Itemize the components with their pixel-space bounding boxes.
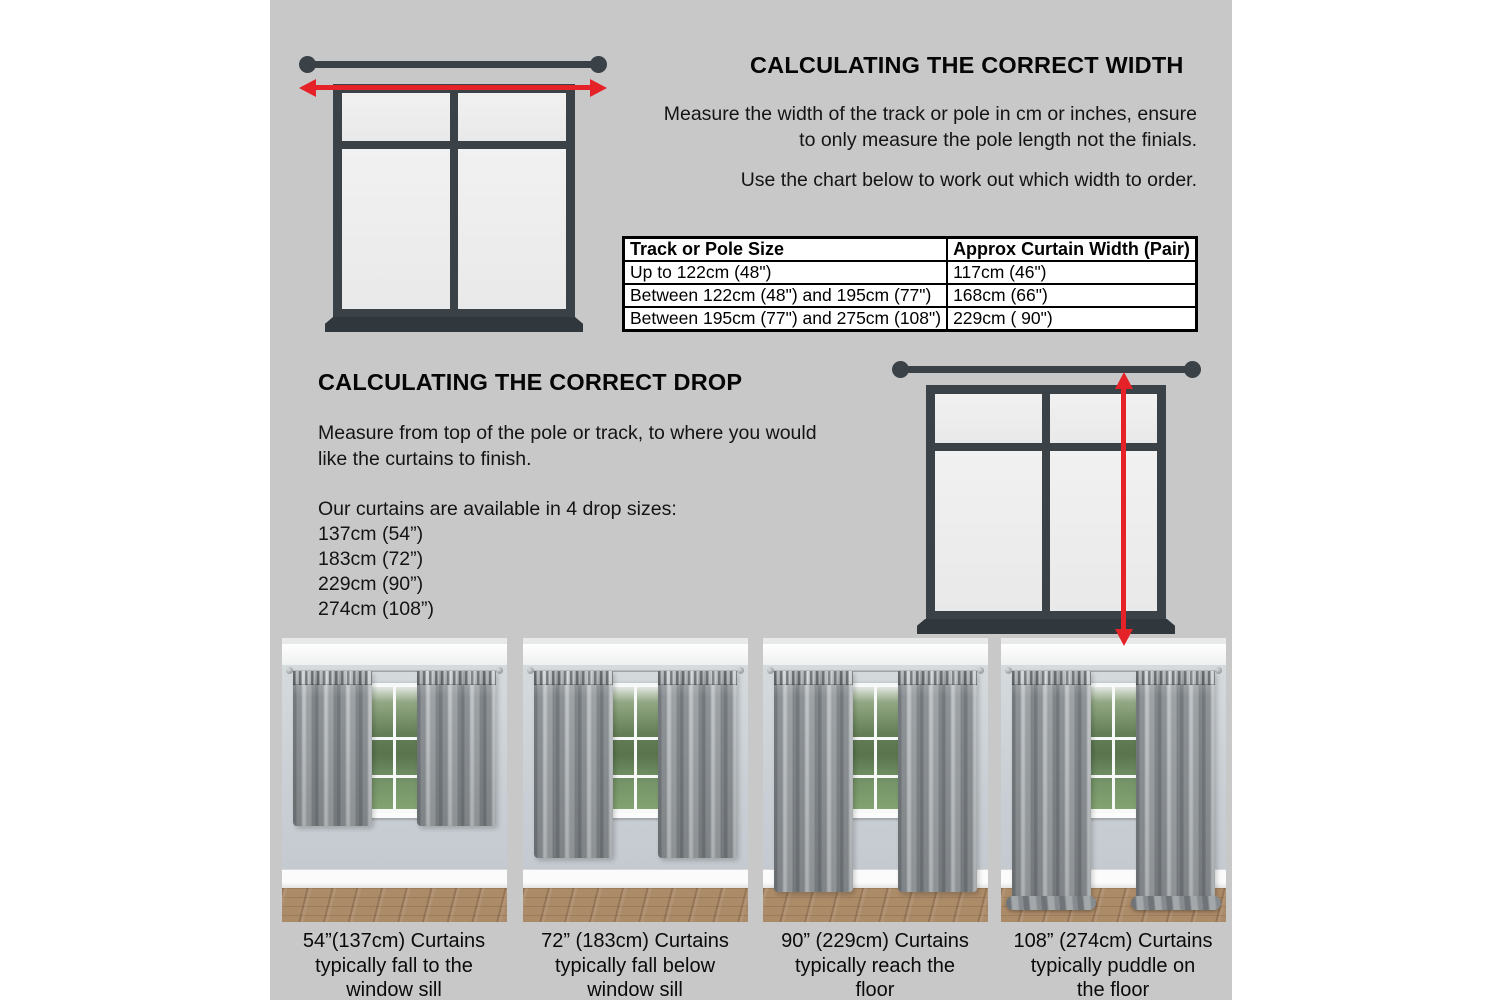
window-pane — [458, 149, 566, 309]
photo-wood-floor — [763, 888, 988, 922]
caption-line: 54”(137cm) Curtains — [302, 930, 486, 952]
caption-line: the floor — [1076, 979, 1150, 1000]
size-chart-cell: 168cm (66") — [947, 284, 1196, 307]
photo-crown-molding — [523, 644, 748, 665]
pole-finial-icon — [1184, 361, 1201, 378]
photo-crown-molding — [763, 644, 988, 665]
paragraph-line: like the curtains to finish. — [318, 447, 532, 470]
arrow-bottom-head — [1115, 629, 1133, 646]
size-chart-cell: 229cm ( 90") — [947, 307, 1196, 331]
photo-crown-molding — [1001, 644, 1226, 665]
size-chart-header-row — [624, 238, 1197, 262]
caption-line: typically fall to the — [315, 954, 473, 977]
photo-wood-floor — [282, 888, 507, 922]
curtain-left — [534, 671, 613, 858]
caption-line: typically puddle on — [1030, 954, 1196, 977]
curtain-right — [898, 671, 977, 892]
width-section-note: Use the chart below to work out which width to order. — [740, 169, 1197, 191]
curtain-left — [293, 671, 372, 826]
paragraph-line: Measure the width of the track or pole in cm or inches, ensure — [663, 103, 1197, 125]
photo-wood-floor — [523, 888, 748, 922]
curtain-left — [1012, 671, 1091, 904]
arrow-shaft — [312, 85, 594, 90]
curtain-photo-72in — [523, 638, 748, 922]
photo-skirting-board — [282, 869, 507, 888]
curtain-right — [417, 671, 496, 826]
size-chart-table — [622, 236, 1198, 332]
window-sill — [325, 317, 583, 332]
size-chart-cell: Up to 122cm (48") — [624, 261, 948, 284]
drop-size-item: 183cm (72”) — [318, 548, 424, 570]
drop-size-item: 274cm (108”) — [318, 598, 434, 620]
window-muntin — [393, 687, 396, 809]
curtain-photo-108in — [1001, 638, 1226, 922]
arrow-right-head — [590, 79, 607, 97]
curtain-puddle — [1006, 896, 1096, 910]
window-pane — [458, 93, 566, 141]
drop-section-paragraph — [318, 421, 898, 472]
photo-caption-54in — [258, 929, 530, 1000]
photo-caption-108in — [977, 929, 1249, 1000]
curtain-right — [1136, 671, 1215, 904]
size-chart-cell: 117cm (46") — [947, 261, 1196, 284]
drop-measure-arrow-icon — [1115, 372, 1133, 646]
size-chart-row — [624, 307, 1197, 331]
size-chart-header-cell: Track or Pole Size — [624, 238, 948, 262]
window-sill — [917, 619, 1175, 634]
window-pane — [1050, 451, 1157, 611]
drop-sizes-intro: Our curtains are available in 4 drop sizes: — [318, 498, 677, 520]
curtain-photo-54in — [282, 638, 507, 922]
size-chart-cell: Between 122cm (48") and 195cm (77") — [624, 284, 948, 307]
window-muntin — [1112, 687, 1115, 809]
curtain-pole-illustration — [307, 61, 598, 68]
curtain-pole-illustration — [900, 366, 1192, 373]
drop-size-item: 137cm (54”) — [318, 523, 424, 545]
photo-skirting-board — [523, 869, 748, 888]
drop-sizes-list — [318, 522, 434, 622]
pole-finial-icon — [892, 361, 909, 378]
caption-line: 72” (183cm) Curtains — [541, 930, 729, 952]
caption-line: 90” (229cm) Curtains — [781, 930, 969, 952]
caption-line: floor — [855, 979, 895, 1000]
paragraph-line: Measure from top of the pole or track, to where you would — [318, 422, 817, 444]
window-muntin — [874, 687, 877, 809]
photo-caption-72in — [499, 929, 771, 1000]
caption-line: window sill — [587, 979, 683, 1000]
pole-finial-icon — [299, 56, 316, 73]
size-chart-header-cell: Approx Curtain Width (Pair) — [947, 238, 1196, 262]
window-pane — [935, 394, 1042, 443]
window-muntin — [634, 687, 637, 809]
pole-finial-icon — [590, 56, 607, 73]
arrow-shaft — [1121, 385, 1126, 633]
drop-section-title: CALCULATING THE CORRECT DROP — [318, 369, 743, 395]
caption-line: typically fall below — [554, 954, 716, 977]
caption-line: 108” (274cm) Curtains — [1013, 930, 1213, 952]
photo-crown-molding — [282, 644, 507, 665]
caption-line: typically reach the — [794, 954, 956, 977]
size-chart-cell: Between 195cm (77") and 275cm (108") — [624, 307, 948, 331]
paragraph-line: to only measure the pole length not the finials. — [799, 128, 1197, 151]
window-illustration-width — [333, 84, 575, 318]
curtain-photo-90in — [763, 638, 988, 922]
drop-size-item: 229cm (90”) — [318, 573, 424, 595]
curtain-left — [774, 671, 853, 892]
size-chart-row — [624, 284, 1197, 307]
curtain-right — [658, 671, 737, 858]
caption-line: window sill — [346, 979, 442, 1000]
width-section-paragraph — [620, 102, 1197, 153]
width-measure-arrow-icon — [299, 79, 607, 97]
width-section-title: CALCULATING THE CORRECT WIDTH — [750, 52, 1184, 78]
window-pane — [342, 93, 450, 141]
size-chart-row — [624, 261, 1197, 284]
photo-caption-90in — [739, 929, 1011, 1000]
window-pane — [1050, 394, 1157, 443]
window-pane — [935, 451, 1042, 611]
curtain-puddle — [1131, 896, 1221, 910]
window-pane — [342, 149, 450, 309]
